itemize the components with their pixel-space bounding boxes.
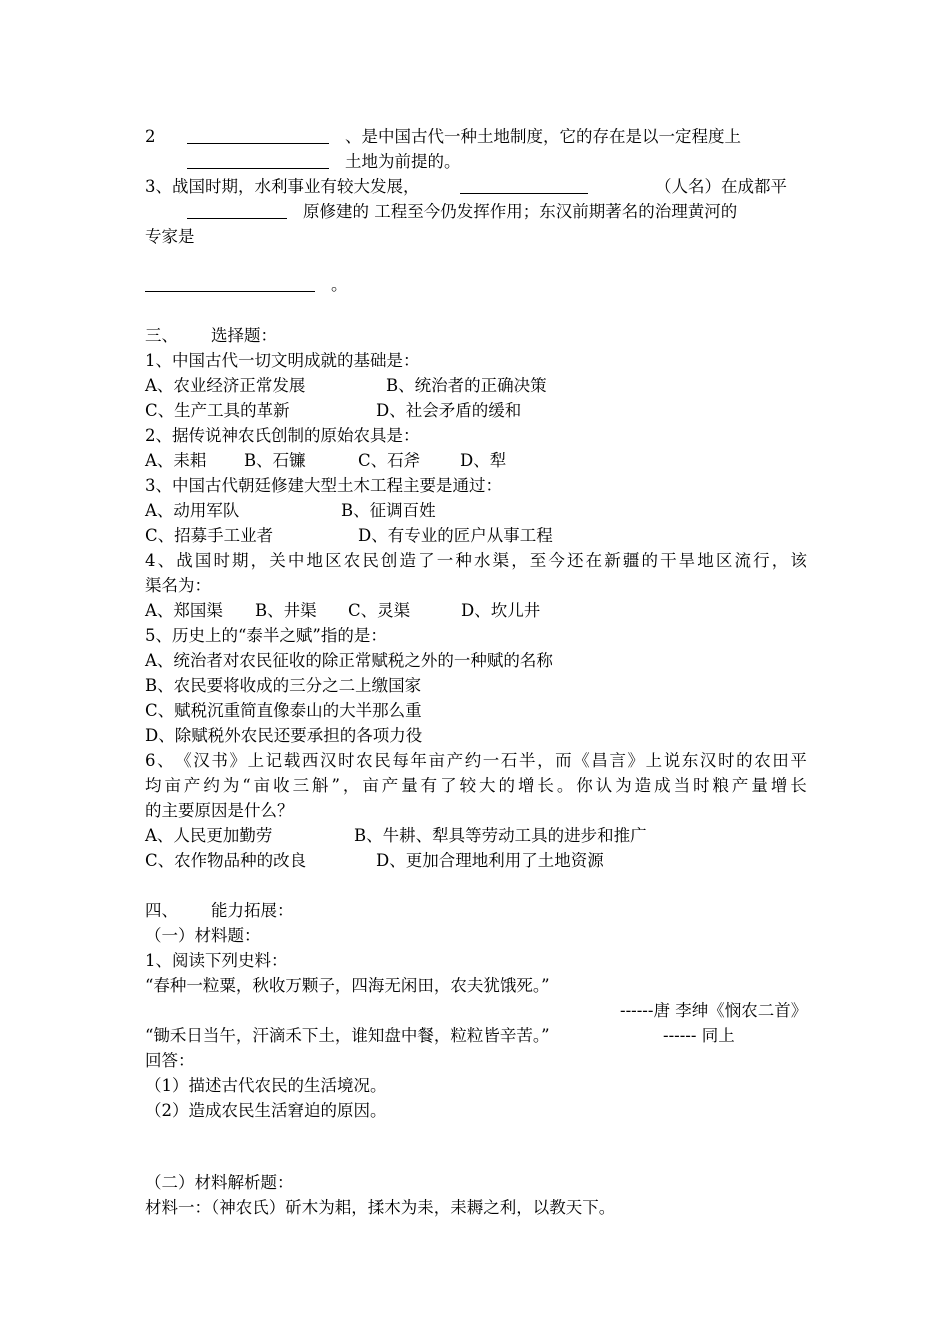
mc-q6-stem-line3: 的主要原因是什么？ [145, 801, 294, 820]
fill-in-q3-line1 [145, 175, 787, 199]
mc-q3-options-cd [145, 524, 553, 548]
q3-text-c: 原修建的 工程至今仍发挥作用；东汉前期著名的治理黄河的 [303, 202, 738, 221]
mc-q6-option-d[interactable]: D、更加合理地利用了土地资源 [376, 851, 604, 870]
mc-q6-stem-line1: 6 、 《 汉 书 》 上 记 载 西 汉 时 农 民 每 年 亩 产 约 一 石 半 ， 而 《 昌 言 》 上 说 东 汉 时 的 农 田 平 [145, 751, 807, 770]
mc-q4-options [145, 599, 541, 623]
mc-q3-option-a[interactable]: A、动用军队 [145, 501, 240, 520]
answer-blank[interactable] [145, 276, 315, 292]
part2-title: （二）材料解析题： [145, 1173, 294, 1192]
mc-q4-stem-line2: 渠名为： [145, 576, 211, 595]
answer-blank[interactable] [187, 128, 329, 144]
mc-q3-option-c[interactable]: C、招募手工业者 [145, 526, 274, 545]
mc-q3-options-ab [145, 499, 436, 523]
mc-q1-option-b[interactable]: B、统治者的正确决策 [386, 376, 547, 395]
mc-q6-option-b[interactable]: B、牛耕、犁具等劳动工具的进步和推广 [354, 826, 647, 845]
answer-label: 回答： [145, 1051, 195, 1070]
section4-title: 能力拓展： [211, 901, 294, 920]
mc-q2-stem: 2、据传说神农氏创制的原始农具是： [145, 426, 420, 445]
mc-q2-option-d[interactable]: D、犁 [460, 451, 507, 470]
section3-heading [145, 324, 277, 348]
mc-q1-option-c[interactable]: C、生产工具的革新 [145, 401, 290, 420]
poem-attribution-2: ------ 同上 [663, 1026, 735, 1045]
mc-q5-option-d[interactable]: D、除赋税外农民还要承担的各项力役 [145, 726, 423, 745]
sub-question-1: （1）描述古代农民的生活境况。 [145, 1076, 387, 1095]
mc-q5-stem: 5、历史上的“泰半之赋”指的是： [145, 626, 387, 645]
q2-text-b: 土地为前提的。 [345, 152, 461, 171]
mc-q6-stem-line2: 均 亩 产 约 为 “ 亩 收 三 斛 ” ， 亩 产 量 有 了 较 大 的 增 长 。 你 认 为 造 成 当 时 粮 产 量 增 长 [145, 776, 807, 795]
q3-text-a: 3、战国时期，水利事业有较大发展， [145, 177, 420, 196]
mc-q3-option-d[interactable]: D、有专业的匠户从事工程 [358, 526, 553, 545]
q2-number: 2 [145, 127, 156, 146]
mc-q5-option-b[interactable]: B、农民要将收成的三分之二上缴国家 [145, 676, 422, 695]
sub-question-2: （2）造成农民生活窘迫的原因。 [145, 1101, 387, 1120]
q3-text-b: （人名）在成都平 [655, 177, 787, 196]
poem-quote-1: “春种一粒粟，秋收万颗子，四海无闲田，农夫犹饿死。” [145, 976, 550, 995]
mc-q2-options [145, 449, 507, 473]
part1-question-intro: 1、阅读下列史料： [145, 951, 288, 970]
mc-q4-option-b[interactable]: B、井渠 [255, 601, 317, 620]
fill-in-q2-line1 [145, 125, 741, 149]
mc-q2-option-c[interactable]: C、石斧 [358, 451, 421, 470]
q2-text-a: 、是中国古代一种土地制度，它的存在是以一定程度上 [345, 127, 741, 146]
mc-q1-options-ab [145, 374, 547, 398]
section3-title: 选择题： [211, 326, 277, 345]
mc-q4-option-a[interactable]: A、郑国渠 [145, 601, 223, 620]
answer-blank[interactable] [187, 203, 287, 219]
poem-quote-2: “锄禾日当午，汗滴禾下土，谁知盘中餐，粒粒皆辛苦。” [145, 1026, 550, 1045]
poem-attribution-1: ------唐 李绅《悯农二首》 [620, 1001, 808, 1020]
mc-q6-option-c[interactable]: C、农作物品种的改良 [145, 851, 307, 870]
answer-blank[interactable] [460, 178, 588, 194]
mc-q6-options-cd [145, 849, 604, 873]
q3-text-end: 。 [331, 275, 348, 294]
mc-q2-option-b[interactable]: B、石镰 [244, 451, 306, 470]
mc-q4-option-d[interactable]: D、坎儿井 [461, 601, 541, 620]
part1-title: （一）材料题： [145, 926, 261, 945]
mc-q3-option-b[interactable]: B、征调百姓 [341, 501, 436, 520]
poem-quote-2-line [145, 1024, 735, 1048]
mc-q1-option-d[interactable]: D、社会矛盾的缓和 [376, 401, 522, 420]
mc-q3-stem: 3、中国古代朝廷修建大型土木工程主要是通过： [145, 476, 502, 495]
mc-q1-options-cd [145, 399, 522, 423]
mc-q4-stem-line1: 4 、 战 国 时 期 ， 关 中 地 区 农 民 创 造 了 一 种 水 渠 ， 至 今 还 在 新 疆 的 干 旱 地 区 流 行 ， 该 [145, 551, 807, 570]
mc-q1-stem: 1、中国古代一切文明成就的基础是： [145, 351, 420, 370]
q3-text-d: 专家是 [145, 227, 195, 246]
section3-number: 三、 [145, 326, 178, 345]
answer-blank[interactable] [187, 153, 329, 169]
section4-heading [145, 899, 294, 923]
mc-q2-option-a[interactable]: A、耒耜 [145, 451, 207, 470]
material-1: 材料一：（神农氏）斫木为耜，揉木为耒，耒耨之利，以教天下。 [145, 1198, 616, 1217]
mc-q4-option-c[interactable]: C、灵渠 [348, 601, 411, 620]
mc-q5-option-c[interactable]: C、赋税沉重简直像泰山的大半那么重 [145, 701, 422, 720]
mc-q6-option-a[interactable]: A、人民更加勤劳 [145, 826, 273, 845]
mc-q1-option-a[interactable]: A、农业经济正常发展 [145, 376, 306, 395]
mc-q6-options-ab [145, 824, 647, 848]
section4-number: 四、 [145, 901, 178, 920]
mc-q5-option-a[interactable]: A、统治者对农民征收的除正常赋税之外的一种赋的名称 [145, 651, 553, 670]
